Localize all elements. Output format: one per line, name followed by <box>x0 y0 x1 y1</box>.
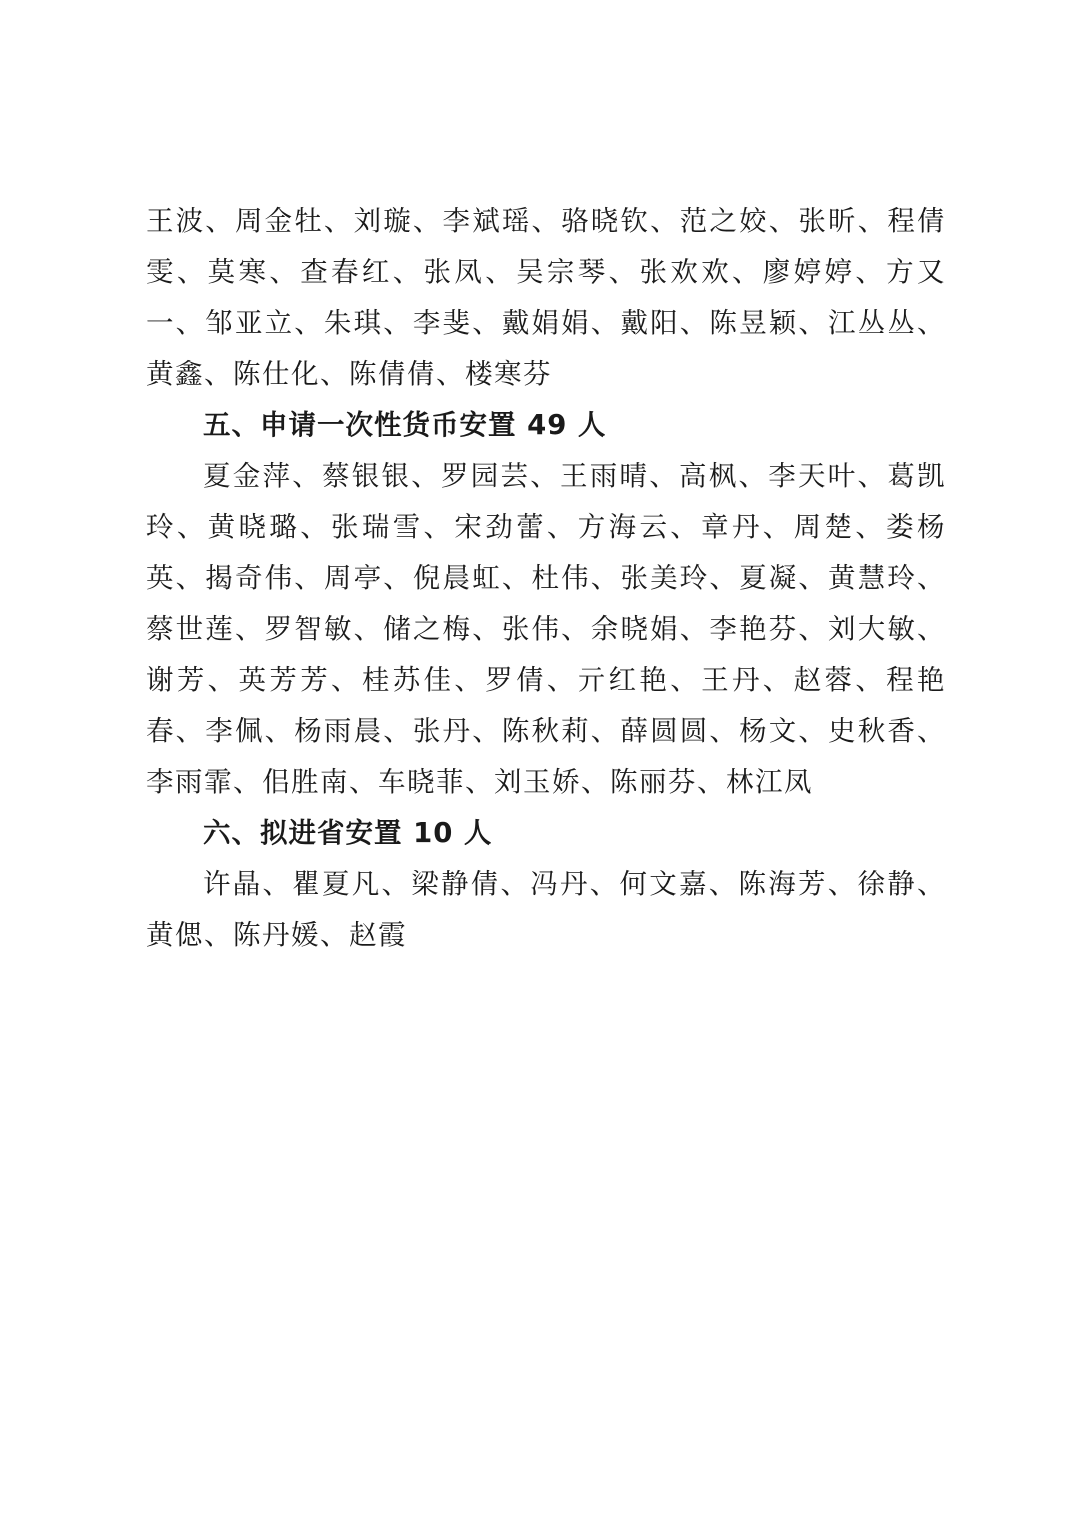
section-five-heading: 五、申请一次性货币安置 49 人 <box>203 409 607 441</box>
section-six-heading: 六、拟进省安置 10 人 <box>203 817 493 849</box>
document-body <box>146 196 946 961</box>
section-five-name-list: 夏金萍、蔡银银、罗园芸、王雨晴、高枫、李天叶、葛凯玲、黄晓璐、张瑞雪、宋劲蕾、方海云、章丹、周楚、娄杨英、揭奇伟、周亭、倪晨虹、杜伟、张美玲、夏凝、黄慧玲、蔡世莲、罗智敏、储之梅、张伟、余晓娟、李艳芬、刘大敏、谢芳、英芳芳、桂苏佳、罗倩、亓红艳、王丹、赵蓉、程艳春、李佩、杨雨晨、张丹、陈秋莉、薛圆圆、杨文、史秋香、李雨霏、佀胜南、车晓菲、刘玉娇、陈丽芬、林江凤 <box>146 460 946 798</box>
continuation-name-list: 王波、周金牡、刘璇、李斌瑶、骆晓钦、范之姣、张昕、程倩雯、莫寒、查春红、张凤、吴宗琴、张欢欢、廖婷婷、方又一、邹亚立、朱琪、李斐、戴娟娟、戴阳、陈昱颖、江丛丛、黄鑫、陈仕化、陈倩倩、楼寒芬 <box>146 205 946 390</box>
section-six-name-list: 许晶、瞿夏凡、梁静倩、冯丹、何文嘉、陈海芳、徐静、黄偲、陈丹媛、赵霞 <box>146 868 946 951</box>
